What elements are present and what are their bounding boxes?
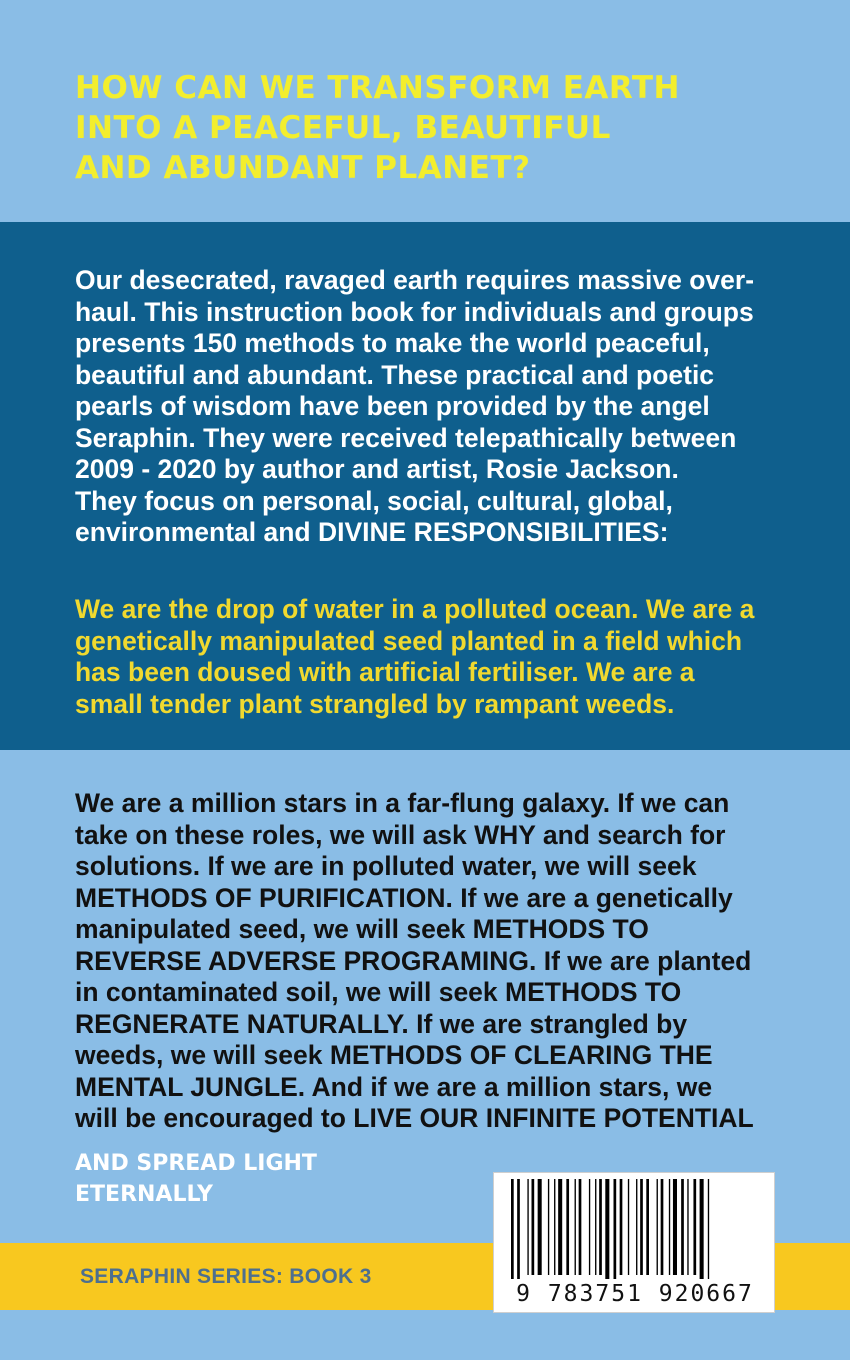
quote-text: We are the drop of water in a polluted ocean. We are a genetically manipulated seed planted in a field which has been doused with artificial fertiliser. We are a small tender plant strangled by rampant weeds. <box>75 594 755 719</box>
barcode <box>493 1172 775 1313</box>
description-text: Our desecrated, ravaged earth requires massive over- haul. This instruction book for individuals and groups presents 150 methods to make the world peaceful, beautiful and abundant. These practical and poetic pearls of wisdom have been provided by the angel Seraphin. They were received telepathically between 2009 - 2020 by author and artist, Rosie Jackson. They focus on personal, social, cultural, global, environmental and DIVINE RESPONSIBILITIES: <box>75 265 755 547</box>
body-ending: AND SPREAD LIGHT ETERNALLY <box>75 1151 317 1207</box>
body-text: We are a million stars in a far-flung galaxy. If we can take on these roles, we will ask WHY and search for solutions. If we are in polluted water, we will seek METHODS OF PURIFICATION. If we are a genetically manipulated seed, we will seek METHODS TO REVERSE ADVERSE PROGRAMING. If we are planted in contaminated soil, we will seek METHODS TO REGNERATE NATURALLY. If we are strangled by weeds, we will seek METHODS OF CLEARING THE MENTAL JUNGLE. And if we are a million stars, we will be encouraged to LIVE OUR INFINITE POTENTIAL <box>75 788 754 1133</box>
headline: HOW CAN WE TRANSFORM EARTH INTO A PEACEFUL, BEAUTIFUL AND ABUNDANT PLANET? <box>75 70 680 186</box>
barcode-bars <box>511 1179 759 1279</box>
isbn-number: 9 783751 920667 <box>516 1281 754 1307</box>
series-label: SERAPHIN SERIES: BOOK 3 <box>80 1265 372 1288</box>
